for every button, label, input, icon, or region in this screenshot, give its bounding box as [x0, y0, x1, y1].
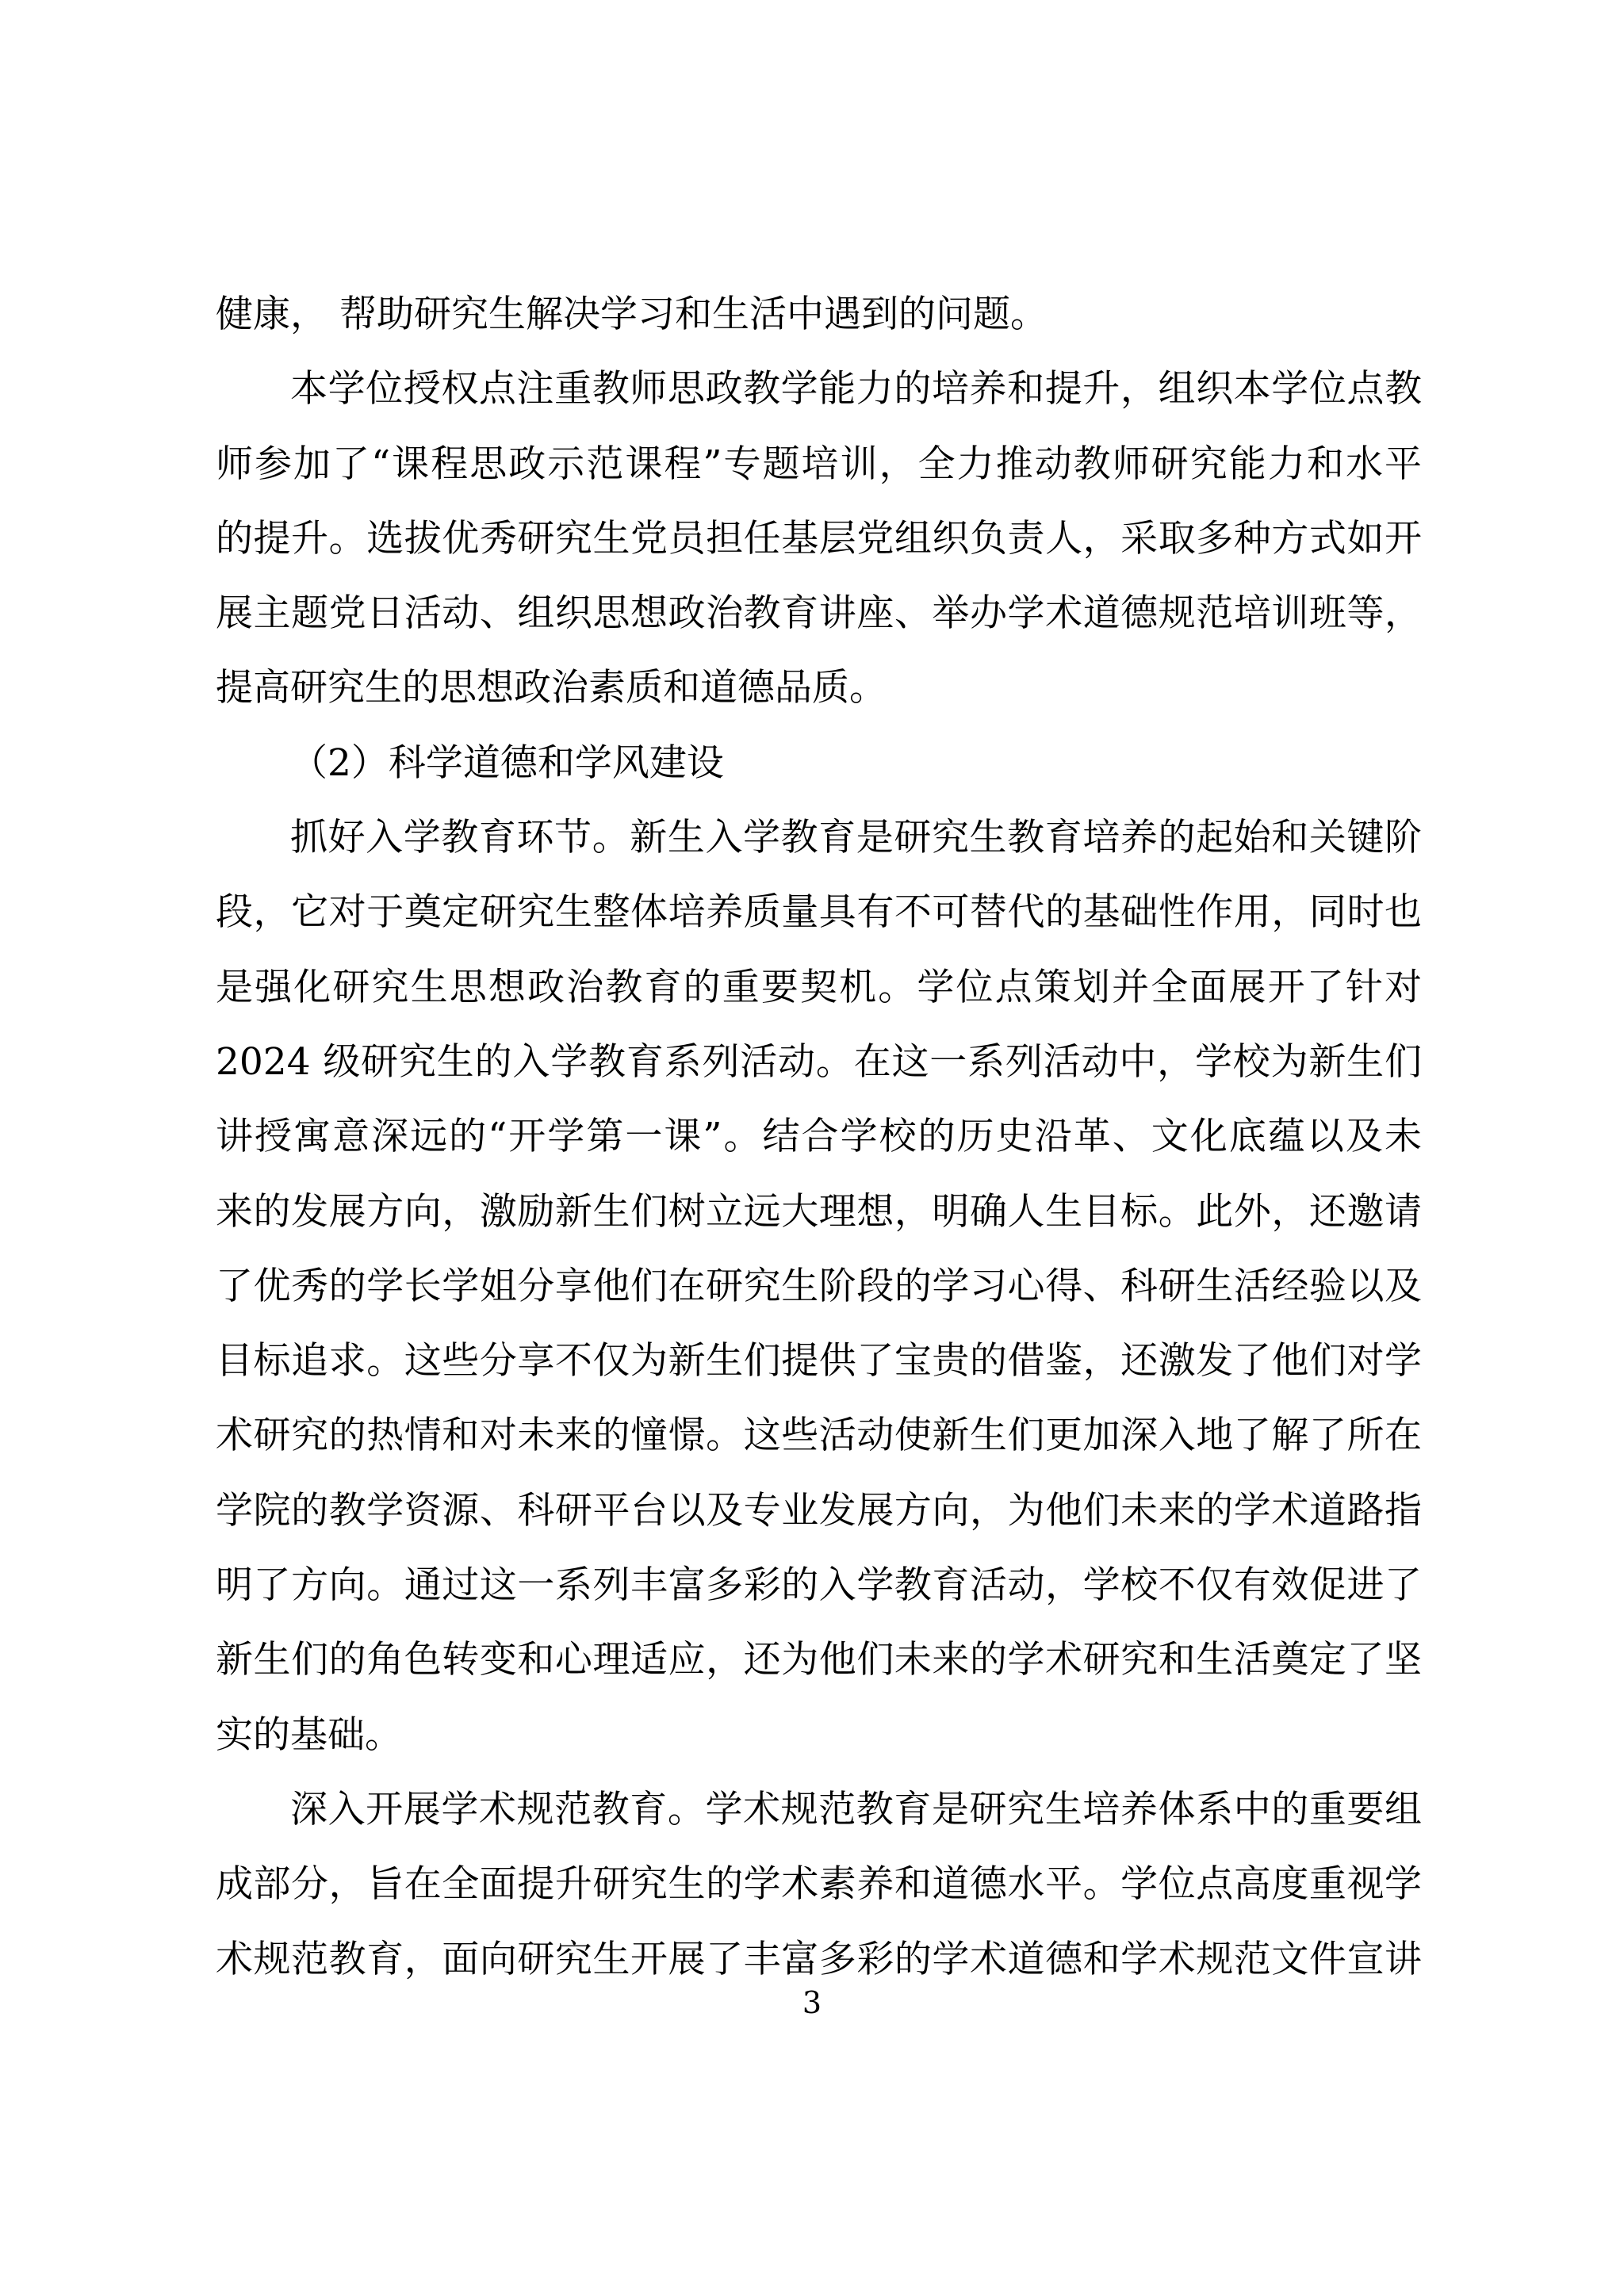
text-line: 讲授寓意深远的“开学第一课”。结合学校的历史沿革、文化底蕴以及未 — [216, 1115, 1422, 1159]
text-line: 2024 级研究生的入学教育系列活动。在这一系列活动中，学校为新生们 — [216, 1039, 1422, 1084]
text-line: 展主题党日活动、组织思想政治教育讲座、举办学术道德规范培训班等， — [216, 591, 1422, 636]
text-line: 健康， 帮助研究生解决学习和生活中遇到的问题。 — [216, 293, 1048, 336]
text-line: 术规范教育，面向研究生开展了丰富多彩的学术道德和学术规范文件宣讲 — [216, 1937, 1422, 1981]
text-line: 提高研究生的思想政治素质和道德品质。 — [216, 666, 887, 710]
text-line: 深入开展学术规范教育。学术规范教育是研究生培养体系中的重要组 — [290, 1787, 1422, 1831]
text-line: 学院的教学资源、科研平台以及专业发展方向，为他们未来的学术道路指 — [216, 1488, 1422, 1533]
text-line: 本学位授权点注重教师思政教学能力的培养和提升，组织本学位点教 — [290, 367, 1422, 411]
text-line: 实的基础。 — [216, 1712, 402, 1757]
text-line: 段，它对于奠定研究生整体培养质量具有不可替代的基础性作用，同时也 — [216, 890, 1422, 935]
text-line: 成部分，旨在全面提升研究生的学术素养和道德水平。学位点高度重视学 — [216, 1862, 1422, 1907]
body-text — [216, 277, 1422, 1997]
text-line: 是强化研究生思想政治教育的重要契机。学位点策划并全面展开了针对 — [216, 965, 1422, 1009]
text-line: 抓好入学教育环节。新生入学教育是研究生教育培养的起始和关键阶 — [290, 816, 1422, 860]
text-line: 术研究的热情和对未来的憧憬。这些活动使新生们更加深入地了解了所在 — [216, 1414, 1422, 1458]
text-line: 目标追求。这些分享不仅为新生们提供了宝贵的借鉴，还激发了他们对学 — [216, 1339, 1422, 1383]
text-line: 了优秀的学长学姐分享他们在研究生阶段的学习心得、科研生活经验以及 — [216, 1264, 1422, 1308]
text-line: （2）科学道德和学风建设 — [290, 740, 724, 785]
text-line: 明了方向。通过这一系列丰富多彩的入学教育活动，学校不仅有效促进了 — [216, 1563, 1422, 1608]
text-line: 新生们的角色转变和心理适应，还为他们未来的学术研究和生活奠定了坚 — [216, 1638, 1422, 1682]
text-line: 的提升。选拔优秀研究生党员担任基层党组织负责人，采取多种方式如开 — [216, 516, 1422, 561]
text-line: 来的发展方向，激励新生们树立远大理想，明确人生目标。此外，还邀请 — [216, 1189, 1422, 1234]
text-line: 师参加了“课程思政示范课程”专题培训，全力推动教师研究能力和水平 — [216, 442, 1422, 486]
page-number: 3 — [802, 1985, 822, 2020]
